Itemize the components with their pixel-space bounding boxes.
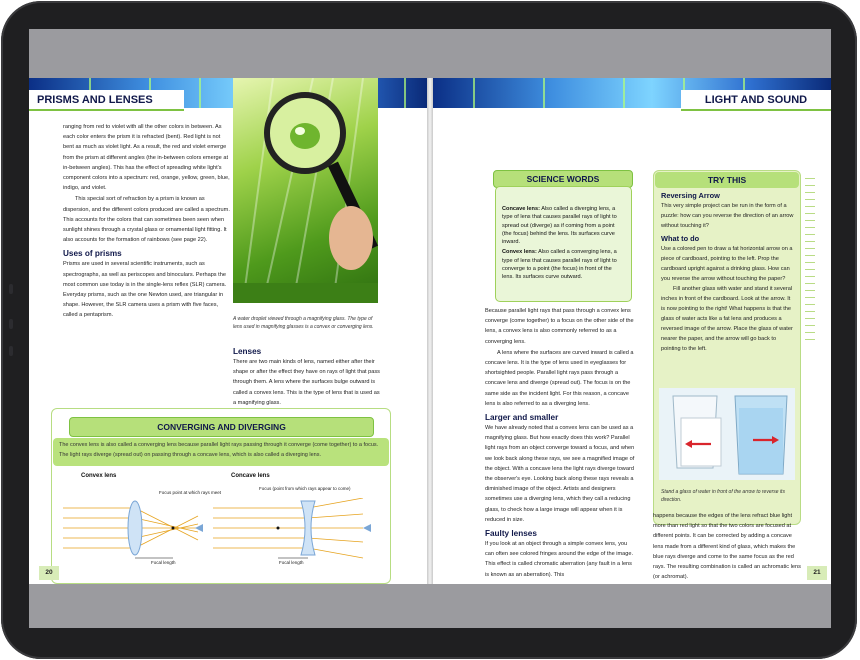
right-column-2-text (653, 511, 803, 583)
lenses-column (233, 343, 383, 409)
section-heading: Uses of prisms (63, 249, 122, 259)
convex-focus-label: Focus point at which rays meet (159, 490, 222, 495)
right-page (433, 78, 831, 584)
paragraph: There are two main kinds of lens, named either after their shape or after the effect they have on rays of light that pass through them. A lens where the surfaces bulge outward is called a convex lens. This is the type of lens that is used as a magnifying glass. (233, 359, 380, 406)
paragraph: A lens where the surfaces are curved inward is called a concave lens. It is the type of lens used in eyeglasses for shortsighted people. Parallel light rays pass through a concave lens and diverge (spread out). The focus is on the same side as the incident light. For this reason, a concave lens is also referred to as a diverging lens. (485, 349, 634, 407)
glossary-term: Convex lens: (502, 249, 537, 256)
paragraph: Prisms are used in several scientific instruments, such as spectrographs, as well as periscopes and binoculars. Perhaps the most common use today is in the single-lens reflex (SLR) camera. Everyday prisms, such as the one Newton used, are triangular in shape. However, the SLR camera uses a prism with five faces, called a pentaprism. (63, 261, 227, 319)
page-number: 20 (39, 566, 59, 580)
decorative-ruler (805, 178, 815, 538)
paragraph: Use a colored pen to draw a fat horizontal arrow on a piece of cardboard, pointing to the left. Prop the cardboard upright against a drinking glass. How can you reverse the arrow without touching the paper? (661, 246, 793, 282)
section-heading: Lenses (233, 347, 262, 356)
section-heading: Larger and smaller (485, 413, 559, 423)
focal-length-label: Focal length (151, 560, 176, 565)
paragraph: This very simple project can be run in the form of a puzzle: how can you reverse the direction of an arrow without touching it? (661, 203, 794, 229)
left-page (29, 78, 427, 584)
concave-focus-label: Focus (point from which rays appear to come) (259, 486, 351, 491)
glossary-entry (502, 205, 625, 246)
side-button[interactable] (9, 319, 13, 329)
paragraph: happens because the edges of the lens refract blue light more than red light so that the two colors are focused at different points. It can be corrected by adding a concave lens made from a different kind of glass, which makes the blue rays diverge and come to the same focus as the red rays. The resulting combination is called an achromatic lens (or achromat). (653, 513, 801, 581)
concave-lens-label: Concave lens (231, 473, 270, 479)
try-this-body (661, 190, 795, 354)
glossary-term: Concave lens: (502, 206, 540, 212)
science-words-box (495, 186, 632, 302)
lens-diagrams (63, 498, 383, 568)
paragraph: Because parallel light rays that pass through a convex lens converge (come together) to a focus on the other side of the lens, a convex lens is also commonly referred to as a converging lens. (485, 308, 634, 345)
section-heading: Faulty lenses (485, 529, 537, 539)
side-button[interactable] (9, 346, 13, 356)
glass-arrow-illustration (659, 388, 795, 480)
illustration-caption: Stand a glass of water in front of the arrow to reverse its direction. (661, 489, 785, 504)
screen (29, 29, 831, 628)
focal-length-label: Focal length (279, 560, 304, 565)
glossary-entry (502, 248, 625, 281)
glossary-definition: Also called a converging lens, a type of lens that causes parallel rays of light to converge to a point (the focus) in front of the lens. Its surfaces curve outward. (502, 249, 617, 281)
magnifier-illustration (233, 78, 378, 303)
magnifying-glass-photo (233, 78, 378, 303)
paragraph: We have already noted that a convex lens can be used as a magnifying glass. But how exactly does this work? Parallel light rays from an object converge toward a focus, and when we look back along these rays, we see a magnified image of the object. With a concave lens the light rays diverge toward the observer's eye. Looking back along these rays reveals a diminished image of the object. Artists and designers sometimes use a diverging lens, which they call a reducing glass, to check how a large image will appear when it is reduced in size. (485, 425, 635, 523)
glossary-definition: Also called a diverging lens, a type of lens that causes parallel rays of light to spread out (diverge) as if coming from a point (the focus) behind the lens. Its surfaces curve inward. (502, 206, 617, 246)
running-header: LIGHT AND SOUND (681, 90, 831, 111)
paragraph: This special sort of refraction by a prism is known as dispersion, and the different colors produced are called a spectrum. This accounts for the colors that can sometimes been seen when sunlight shines through a crystal glass or ornamental light fitting. It also accounts for the formation of rainbows (see page 22). (63, 196, 230, 244)
box-text: The convex lens is also called a converging lens because parallel light rays passing through it converge (come together) to a focus. The light rays diverge (spread out) on passing through a concave lens, which is also called a diverging lens. (53, 438, 389, 466)
paragraph: ranging from red to violet with all the other colors in between. As each color enters the prism it is refracted (bent). Red light is not bent as much as violet light. As a result, the red and violet emerge from the prism at different angles (the in-between colors emerge at in-between angles). This has the effect of spreading white light's component colors into a spectrum: red, orange, yellow, green, blue, indigo, and violet. (63, 124, 230, 192)
paragraph: If you look at an object through a simple convex lens, you can often see colored fringes around the edge of the image. This effect is called chromatic aberration (any fault in a lens is known as an aberration). This (485, 541, 634, 578)
try-this-title: TRY THIS (655, 172, 799, 188)
paragraph: Fill another glass with water and stand it several inches in front of the cardboard. Look at the arrow. It is now pointing to the right! What happens is that the glass of water acts like a fat lens and produces a reversed image of the arrow. Place the glass of water nearer the paper, and the arrow will go back to pointing to the left. (661, 286, 793, 352)
convex-lens-label: Convex lens (81, 473, 117, 479)
box-title: CONVERGING AND DIVERGING (69, 417, 374, 437)
project-title: Reversing Arrow (661, 191, 720, 200)
science-words-title: SCIENCE WORDS (493, 170, 633, 188)
right-column-text (485, 306, 635, 581)
side-button[interactable] (9, 284, 13, 294)
photo-caption: A water droplet viewed through a magnifying glass. The type of lens used in magnifying glasses is a convex or converging lens. (233, 316, 374, 331)
left-column-text (63, 122, 231, 322)
running-header: PRISMS AND LENSES (29, 90, 184, 111)
what-to-do-heading: What to do (661, 234, 700, 243)
page-number: 21 (807, 566, 827, 580)
